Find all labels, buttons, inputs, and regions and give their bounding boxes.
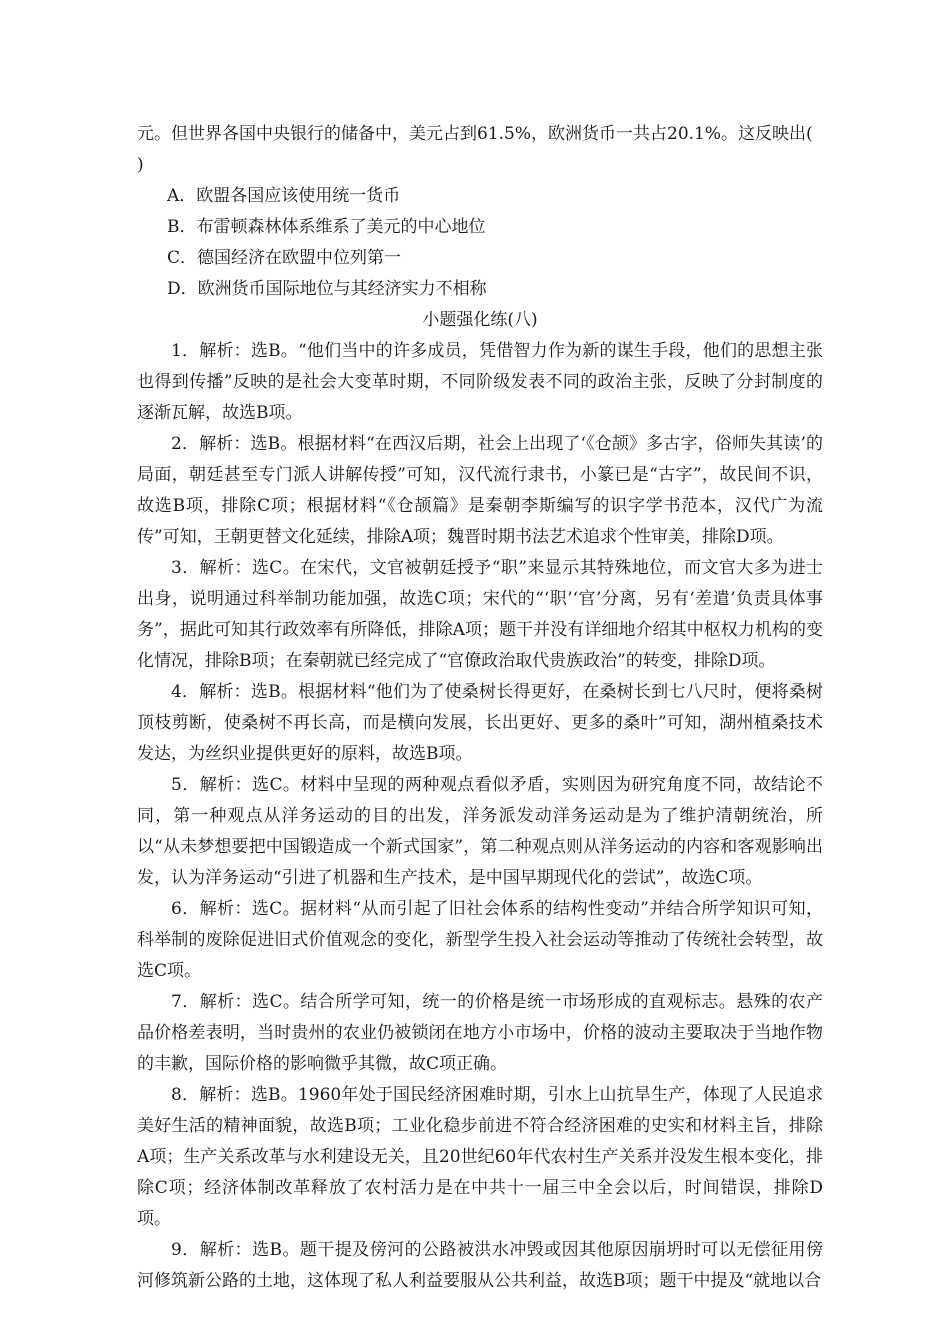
answer-9: 9．解析：选B。题干提及傍河的公路被洪水冲毁或因其他原因崩坍时可以无偿征用傍河修筑新公路的土地，这体现了私人利益要服从公共利益，故选B项；题干中提及“就地以合: [137, 1240, 823, 1291]
option-d: D．欧洲货币国际地位与其经济实力不相称: [167, 279, 487, 299]
answer-4: 4．解析：选B。根据材料“他们为了使桑树长得更好，在桑树长到七八尺时，便将桑树顶枝剪断，使桑树不再长高，而是横向发展，长出更好、更多的桑叶”可知，湖州植桑技术发达，为丝织业提供更好的原料，故选B项。: [137, 682, 823, 764]
question-tail-line-2: ): [137, 155, 144, 175]
answer-1: 1．解析：选B。“他们当中的许多成员，凭借智力作为新的谋生手段，他们的思想主张也得到传播”反映的是社会大变革时期，不同阶级发表不同的政治主张，反映了分封制度的逐渐瓦解，故选B项。: [137, 341, 823, 423]
option-a: A．欧盟各国应该使用统一货币: [167, 186, 401, 206]
question-tail-line-1: 元。但世界各国中央银行的储备中，美元占到61.5%，欧洲货币一共占20.1%。这反映出(: [137, 124, 813, 144]
answer-5: 5．解析：选C。材料中呈现的两种观点看似矛盾，实则因为研究角度不同，故结论不同，第一种观点从洋务运动的目的出发，洋务派发动洋务运动是为了维护清朝统治，所以“从未梦想要把中国锻造成一个新式国家”，第二种观点则从洋务运动的内容和客观影响出发，认为洋务运动“引进了机器和生产技术，是中国早期现代化的尝试”，故选C项。: [137, 775, 823, 888]
answer-3: 3．解析：选C。在宋代，文官被朝廷授予“职”来显示其特殊地位，而文官大多为进士出身，说明通过科举制功能加强，故选C项；宋代的“‘职’‘官’分离，另有‘差遣’负责具体事务”，据此可知其行政效率有所降低，排除A项；题干并没有详细地介绍其中枢权力机构的变化情况，排除B项；在秦朝就已经完成了“官僚政治取代贵族政治”的转变，排除D项。: [137, 558, 823, 671]
answer-2: 2．解析：选B。根据材料“在西汉后期，社会上出现了‘《仓颉》多古字，俗师失其读’的局面，朝廷甚至专门派人讲解传授”可知，汉代流行隶书，小篆已是“古字”，故民间不识，故选B项，排除C项；根据材料“《仓颉篇》是秦朝李斯编写的识字学书范本，汉代广为流传”可知，王朝更替文化延续，排除A项；魏晋时期书法艺术追求个性审美，排除D项。: [137, 434, 823, 547]
section-title: 小题强化练(八): [422, 310, 538, 330]
option-c: C．德国经济在欧盟中位列第一: [167, 248, 402, 268]
answer-8: 8．解析：选B。1960年处于国民经济困难时期，引水上山抗旱生产，体现了人民追求美好生活的精神面貌，故选B项；工业化稳步前进不符合经济困难的史实和材料主旨，排除A项；生产关系改革与水利建设无关，且20世纪60年代农村生产关系并没发生根本变化，排除C项；经济体制改革释放了农村活力是在中共十一届三中全会以后，时间错误，排除D项。: [137, 1085, 823, 1229]
answer-7: 7．解析：选C。结合所学可知，统一的价格是统一市场形成的直观标志。悬殊的农产品价格差表明，当时贵州的农业仍被锁闭在地方小市场中，价格的波动主要取决于当地作物的丰歉，国际价格的影响微乎其微，故C项正确。: [137, 992, 823, 1074]
document-content: [137, 119, 823, 1297]
answer-6: 6．解析：选C。据材料“从而引起了旧社会体系的结构性变动”并结合所学知识可知，科举制的废除促进旧式价值观念的变化，新型学生投入社会运动等推动了传统社会转型，故选C项。: [137, 899, 823, 981]
option-b: B．布雷顿森林体系维系了美元的中心地位: [167, 217, 486, 237]
